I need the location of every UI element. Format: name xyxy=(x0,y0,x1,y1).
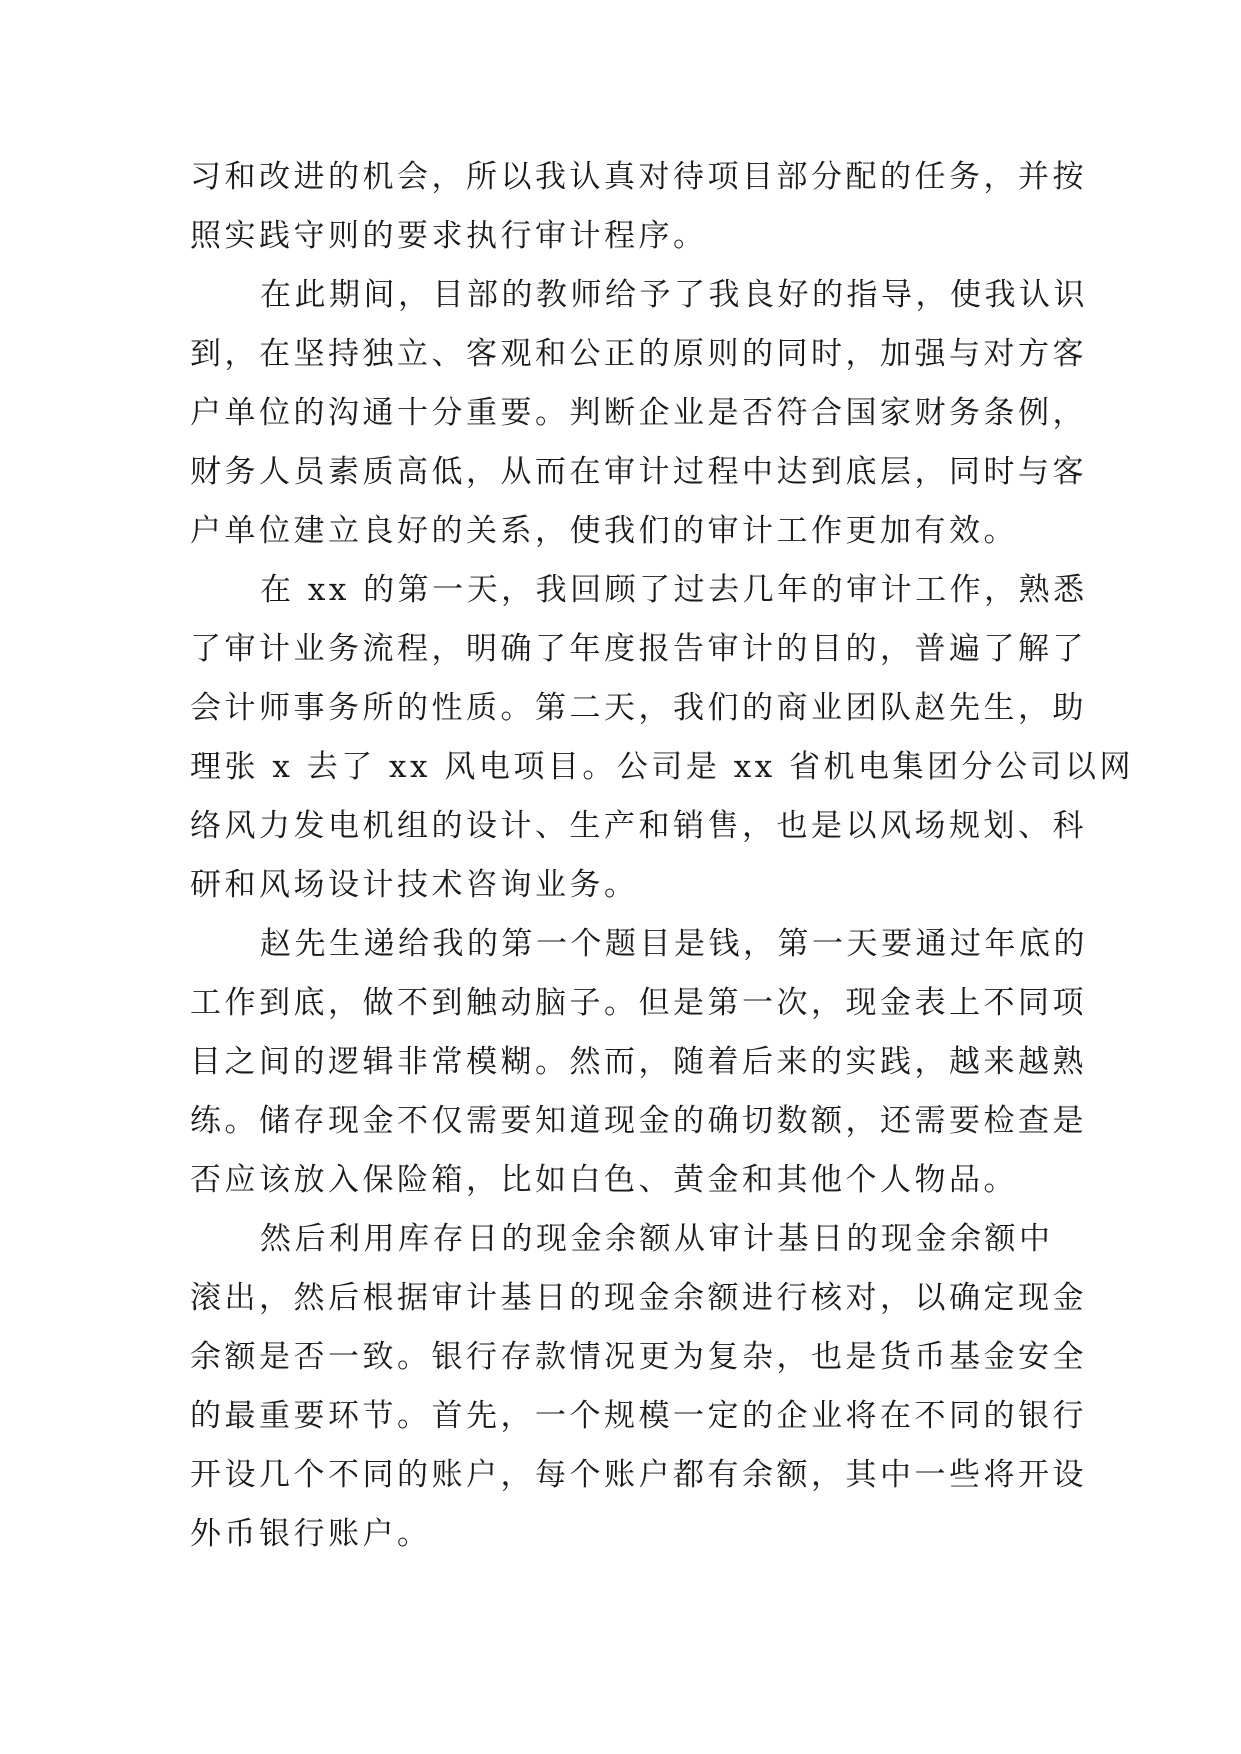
text-line: 滚出，然后根据审计基日的现金余额进行核对，以确定现金 xyxy=(190,1280,1087,1316)
text-line: 的最重要环节。首先，一个规模一定的企业将在不同的银行 xyxy=(190,1398,1087,1434)
text-line: 习和改进的机会，所以我认真对待项目部分配的任务，并按 xyxy=(190,159,1087,195)
text-line: 照实践守则的要求执行审计程序。 xyxy=(190,218,708,254)
text-line: 到，在坚持独立、客观和公正的原则的同时，加强与对方客 xyxy=(190,336,1087,372)
text-line: 会计师事务所的性质。第二天，我们的商业团队赵先生，助 xyxy=(190,690,1087,726)
text-line: 练。储存现金不仅需要知道现金的确切数额，还需要检查是 xyxy=(190,1103,1087,1139)
text-line: 工作到底，做不到触动脑子。但是第一次，现金表上不同项 xyxy=(190,985,1087,1021)
text-line: 余额是否一致。银行存款情况更为复杂，也是货币基金安全 xyxy=(190,1339,1087,1375)
paragraph-first-line: 然后利用库存日的现金余额从审计基日的现金余额中 xyxy=(260,1221,1054,1257)
text-line: 络风力发电机组的设计、生产和销售，也是以风场规划、科 xyxy=(190,808,1087,844)
text-line: 研和风场设计技术咨询业务。 xyxy=(190,867,639,903)
text-line: 理张 x 去了 xx 风电项目。公司是 xx 省机电集团分公司以网 xyxy=(190,749,1135,785)
text-line: 户单位建立良好的关系，使我们的审计工作更加有效。 xyxy=(190,513,1018,549)
text-line: 财务人员素质高低，从而在审计过程中达到底层，同时与客 xyxy=(190,454,1087,490)
paragraph-first-line: 在此期间，目部的教师给予了我良好的指导，使我认识 xyxy=(260,277,1088,313)
paragraph-first-line: 赵先生递给我的第一个题目是钱，第一天要通过年底的 xyxy=(260,926,1088,962)
text-line: 开设几个不同的账户，每个账户都有余额，其中一些将开设 xyxy=(190,1457,1087,1493)
document-body xyxy=(190,148,1135,1564)
paragraph-first-line: 在 xx 的第一天，我回顾了过去几年的审计工作，熟悉 xyxy=(260,572,1088,608)
text-line: 目之间的逻辑非常模糊。然而，随着后来的实践，越来越熟 xyxy=(190,1044,1087,1080)
text-line: 户单位的沟通十分重要。判断企业是否符合国家财务条例， xyxy=(190,395,1087,431)
text-line: 外币银行账户。 xyxy=(190,1516,432,1552)
text-line: 了审计业务流程，明确了年度报告审计的目的，普遍了解了 xyxy=(190,631,1087,667)
text-line: 否应该放入保险箱，比如白色、黄金和其他个人物品。 xyxy=(190,1162,1018,1198)
